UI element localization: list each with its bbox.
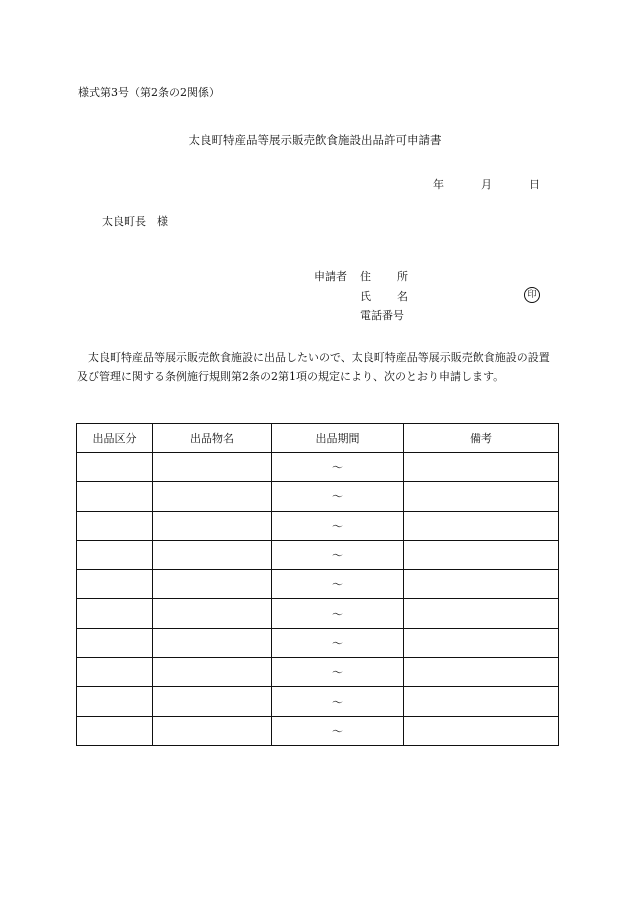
cell-item-name[interactable]	[153, 658, 272, 687]
cell-category[interactable]	[77, 599, 153, 628]
cell-remarks[interactable]	[404, 570, 559, 599]
cell-remarks[interactable]	[404, 540, 559, 569]
table-row	[77, 540, 559, 569]
header-remarks: 備考	[404, 424, 559, 453]
cell-category[interactable]	[77, 687, 153, 716]
cell-period[interactable]: ～	[272, 453, 404, 482]
date-month-label: 月	[481, 178, 492, 191]
cell-category[interactable]	[77, 453, 153, 482]
cell-period[interactable]: ～	[272, 716, 404, 745]
cell-item-name[interactable]	[153, 628, 272, 657]
cell-remarks[interactable]	[404, 658, 559, 687]
seal-mark: 印	[524, 287, 540, 303]
table-row	[77, 511, 559, 540]
cell-item-name[interactable]	[153, 570, 272, 599]
document-title: 太良町特産品等展示販売飲食施設出品許可申請書	[188, 133, 442, 147]
recipient: 太良町長 様	[102, 215, 168, 228]
table-row	[77, 482, 559, 511]
address-label	[360, 268, 408, 284]
table-row	[77, 658, 559, 687]
header-category: 出品区分	[77, 424, 153, 453]
cell-remarks[interactable]	[404, 628, 559, 657]
table-row	[77, 453, 559, 482]
table-row	[77, 687, 559, 716]
table-row	[77, 716, 559, 745]
application-statement: 太良町特産品等展示販売飲食施設に出品したいので、太良町特産品等展示販売飲食施設の設置及び管理に関する条例施行規則第2条の2第1項の規定により、次のとおり申請します。	[77, 351, 550, 383]
cell-item-name[interactable]	[153, 482, 272, 511]
cell-remarks[interactable]	[404, 453, 559, 482]
cell-remarks[interactable]	[404, 687, 559, 716]
cell-period[interactable]: ～	[272, 599, 404, 628]
name-label	[360, 288, 408, 304]
items-table	[76, 423, 559, 746]
cell-category[interactable]	[77, 482, 153, 511]
cell-remarks[interactable]	[404, 482, 559, 511]
cell-category[interactable]	[77, 658, 153, 687]
cell-category[interactable]	[77, 540, 153, 569]
cell-category[interactable]	[77, 511, 153, 540]
phone-label: 電話番号	[360, 309, 404, 322]
address-label-char-2: 所	[397, 270, 408, 283]
cell-category[interactable]	[77, 628, 153, 657]
date-year-label: 年	[433, 178, 444, 191]
cell-period[interactable]: ～	[272, 511, 404, 540]
header-item-name: 出品物名	[153, 424, 272, 453]
name-label-char-1: 氏	[360, 290, 371, 303]
cell-remarks[interactable]	[404, 511, 559, 540]
cell-item-name[interactable]	[153, 540, 272, 569]
cell-item-name[interactable]	[153, 716, 272, 745]
cell-remarks[interactable]	[404, 599, 559, 628]
cell-category[interactable]	[77, 570, 153, 599]
date-day-label: 日	[529, 178, 540, 191]
address-label-char-1: 住	[360, 270, 371, 283]
table-row	[77, 599, 559, 628]
cell-period[interactable]: ～	[272, 482, 404, 511]
form-number: 様式第3号（第2条の2関係）	[78, 86, 220, 99]
cell-item-name[interactable]	[153, 687, 272, 716]
header-period: 出品期間	[272, 424, 404, 453]
table-row	[77, 628, 559, 657]
cell-remarks[interactable]	[404, 716, 559, 745]
cell-item-name[interactable]	[153, 599, 272, 628]
name-label-char-2: 名	[397, 290, 408, 303]
cell-category[interactable]	[77, 716, 153, 745]
cell-period[interactable]: ～	[272, 540, 404, 569]
cell-period[interactable]: ～	[272, 628, 404, 657]
table-header-row	[77, 424, 559, 453]
cell-period[interactable]: ～	[272, 658, 404, 687]
applicant-label: 申請者	[314, 270, 347, 283]
cell-period[interactable]: ～	[272, 570, 404, 599]
cell-item-name[interactable]	[153, 453, 272, 482]
table-row	[77, 570, 559, 599]
cell-item-name[interactable]	[153, 511, 272, 540]
cell-period[interactable]: ～	[272, 687, 404, 716]
